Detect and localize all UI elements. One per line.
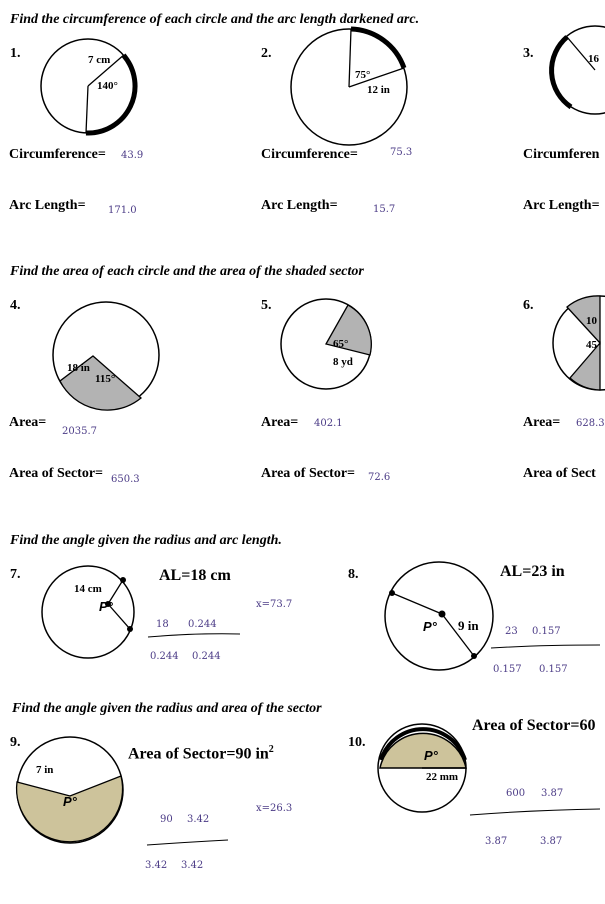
- angle-label-6: 45: [586, 339, 597, 351]
- section-instruction-3: Find the angle given the radius and arc length.: [10, 533, 282, 548]
- circle-diagram-8: [385, 562, 493, 670]
- circle-diagram-3: [551, 26, 605, 114]
- angle-label-5: 65°: [333, 338, 349, 350]
- circle-diagram-2: [291, 29, 407, 145]
- problem-number-5: 5.: [261, 298, 272, 313]
- fraction-line-8: [491, 645, 600, 648]
- radius-label-3: 16: [588, 53, 599, 65]
- problem-number-2: 2.: [261, 46, 272, 61]
- radius-label-5: 8 yd: [333, 356, 353, 368]
- work-8-denominator-a: 0.157: [493, 664, 522, 675]
- angle-label-9: P°: [63, 794, 77, 809]
- angle-answer-9: x=26.3: [256, 803, 293, 814]
- work-7-numerator-a: 18: [156, 619, 169, 630]
- arc-length-answer-2: 15.7: [373, 204, 396, 215]
- area-answer-6: 628.3: [576, 418, 605, 429]
- work-10-denominator-a: 3.87: [485, 836, 508, 847]
- fraction-line-9: [147, 840, 228, 845]
- circle-diagram-5: [281, 299, 371, 389]
- arc-length-label-2: Arc Length=: [261, 198, 338, 213]
- circle-diagram-10: [378, 724, 466, 812]
- work-8-numerator-a: 23: [505, 626, 518, 637]
- work-8-numerator-b: 0.157: [532, 626, 561, 637]
- area-answer-5: 402.1: [314, 418, 343, 429]
- circumference-label-3: Circumferen: [523, 147, 600, 162]
- section-instruction-1: Find the circumference of each circle and the arc length darkened arc.: [10, 12, 420, 27]
- radius-label-8: 9 in: [458, 618, 479, 633]
- radius-label-1: 7 cm: [88, 54, 111, 66]
- circumference-label-2: Circumference=: [261, 147, 358, 162]
- circle-diagram-6: [553, 296, 605, 390]
- problem-number-3: 3.: [523, 46, 534, 61]
- radius-label-7: 14 cm: [74, 583, 102, 595]
- angle-label-10: P°: [424, 748, 438, 763]
- problem-number-10: 10.: [348, 735, 366, 750]
- circle-diagram-7: [42, 566, 134, 658]
- work-10-denominator-b: 3.87: [540, 836, 563, 847]
- radius-label-4: 18 in: [67, 362, 90, 374]
- work-7-denominator-a: 0.244: [150, 651, 179, 662]
- circumference-answer-2: 75.3: [390, 147, 413, 158]
- circumference-answer-1: 43.9: [121, 150, 144, 161]
- radius-label-10: 22 mm: [426, 771, 459, 783]
- angle-label-1: 140°: [97, 80, 118, 92]
- angle-label-8: P°: [423, 619, 437, 634]
- work-9-denominator-a: 3.42: [145, 860, 168, 871]
- problem-number-9: 9.: [10, 735, 21, 750]
- circle-diagram-9: [17, 737, 123, 843]
- section-instruction-2: Find the area of each circle and the area of the shaded sector: [10, 264, 364, 279]
- problem-number-7: 7.: [10, 567, 21, 582]
- area-answer-4: 2035.7: [62, 426, 97, 437]
- problem-number-4: 4.: [10, 298, 21, 313]
- circle-diagram-1: [41, 39, 135, 133]
- work-8-denominator-b: 0.157: [539, 664, 568, 675]
- radius-label-9: 7 in: [36, 764, 54, 776]
- sector-area-label-5: Area of Sector=: [261, 466, 356, 481]
- problem-number-6: 6.: [523, 298, 534, 313]
- work-9-numerator-a: 90: [160, 814, 173, 825]
- radius-label-2: 12 in: [367, 84, 390, 96]
- angle-label-2: 75°: [355, 69, 371, 81]
- area-label-6: Area=: [523, 415, 561, 430]
- section-instruction-4: Find the angle given the radius and area of the sector: [12, 701, 322, 716]
- sector-area-label-4: Area of Sector=: [9, 466, 104, 481]
- arc-length-label-3: Arc Length=: [523, 198, 600, 213]
- given-arc-length-7: AL=18 cm: [159, 567, 231, 584]
- sector-area-label-6: Area of Sect: [523, 466, 596, 481]
- work-7-numerator-b: 0.244: [188, 619, 217, 630]
- angle-label-4: 115°: [95, 373, 116, 385]
- circle-diagram-4: [53, 302, 159, 410]
- radius-label-6: 10: [586, 315, 597, 327]
- area-label-5: Area=: [261, 415, 299, 430]
- work-9-denominator-b: 3.42: [181, 860, 204, 871]
- work-10-numerator-b: 3.87: [541, 788, 564, 799]
- sector-area-answer-5: 72.6: [368, 472, 391, 483]
- problem-number-1: 1.: [10, 46, 21, 61]
- arc-length-answer-1: 171.0: [108, 205, 137, 216]
- sector-area-answer-4: 650.3: [111, 474, 140, 485]
- work-7-denominator-b: 0.244: [192, 651, 221, 662]
- area-label-4: Area=: [9, 415, 47, 430]
- work-10-numerator-a: 600: [506, 788, 526, 799]
- work-9-numerator-b: 3.42: [187, 814, 210, 825]
- angle-answer-7: x=73.7: [256, 599, 293, 610]
- fraction-line-7: [148, 634, 240, 637]
- given-sector-area-9: Area of Sector=90 $in^2$: [128, 744, 274, 763]
- circumference-label-1: Circumference=: [9, 147, 106, 162]
- given-sector-area-10: Area of Sector=60: [472, 717, 596, 734]
- fraction-line-10: [470, 809, 600, 815]
- given-arc-length-8: AL=23 in: [500, 563, 565, 580]
- problem-number-8: 8.: [348, 567, 359, 582]
- angle-label-7: P°: [99, 599, 113, 614]
- arc-length-label-1: Arc Length=: [9, 198, 86, 213]
